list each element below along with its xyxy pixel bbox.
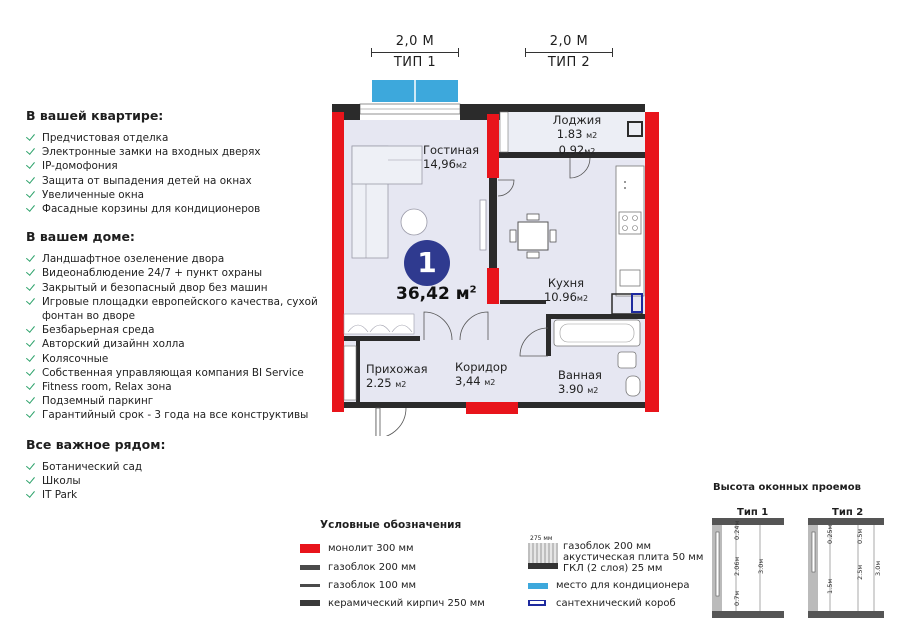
window-type-2-total: 3.0м [874,560,882,576]
legend-swatch-gasblock-200 [300,565,320,570]
feature-item [26,460,326,474]
washbasin-icon [618,352,636,368]
legend-swatch-monolith [300,544,320,553]
room-kitchen-name: Кухня [547,276,585,290]
legend-label-gasblock-100: газоблок 100 мм [328,580,417,591]
feature-item [26,281,326,295]
window-type-1-label: Тип 1 [737,507,769,518]
window-type-1-section [712,518,784,618]
chair-icon [527,252,539,258]
room-hall-name: Прихожая [366,362,428,376]
check-icon [26,282,36,292]
feature-text: Авторский дизайнн холла [42,338,185,351]
feature-item [26,474,326,488]
apartment-features-list [26,131,326,216]
room-loggia-name: Лоджия [552,113,602,127]
check-icon [26,461,36,471]
feature-item [26,352,326,366]
apartment-number-badge: 1 [404,240,450,286]
room-hall [366,362,428,392]
window-type-2-window: 2.5м [856,564,864,580]
check-icon [26,353,36,363]
legend-label-acoustic-wall [563,541,703,574]
feature-item [26,202,326,216]
loggia-top-wall [500,104,645,112]
legend-dim-label: 275 мм [530,535,553,542]
legend-acoustic-line-3: ГКЛ (2 слоя) 25 мм [563,563,663,574]
room-living-name: Гостиная [423,143,480,157]
fridge-dot [624,187,626,189]
feature-text: Ботанический сад [42,460,143,473]
window-type-1-name: ТИП 1 [393,55,437,70]
bottom-wall [344,402,466,408]
feature-item [26,188,326,202]
feature-text: Видеонаблюдение 24/7 + пункт охраны [42,267,263,280]
feature-item [26,131,326,145]
interior-wall [546,314,551,356]
total-area-sup: 2 [469,284,477,296]
legend-swatch-sanitary [528,600,546,606]
check-icon [26,203,36,213]
feature-text: Электронные замки на входных дверях [42,146,261,159]
window-type-1-top: 0.24м [733,520,741,540]
window-type-2-bottom: 1.5м [826,578,834,594]
wardrobe-icon [344,346,356,400]
legend-swatch-acoustic-wall [528,543,558,569]
check-icon [26,189,36,199]
room-hall-area: 2.25 м2 [366,376,407,390]
bottom-wall [518,402,645,408]
nearby-features-title: Все важное рядом: [26,436,166,452]
legend-title: Условные обозначения [320,519,462,531]
room-bath-name: Ванная [558,368,602,382]
monolith-right-wall [645,112,659,412]
feature-item [26,366,326,380]
window-type-1-window: 2.06м [733,556,741,576]
feature-text: Подземный паркинг [42,395,154,408]
feature-text: Защита от выпадения детей на окнах [42,174,252,187]
loggia-window [500,112,508,152]
tv-icon [480,200,486,250]
fridge-dot [624,181,626,183]
stove-icon [619,212,641,234]
bathtub-inner [560,324,634,342]
feature-text: Предчистовая отделка [42,132,169,144]
room-loggia-area1: 1.83 м2 [556,127,598,141]
room-loggia-area2: 0.92м2 [558,143,596,157]
window-type-2-name: ТИП 2 [547,55,591,70]
room-living [423,143,479,173]
features-panel [26,108,326,515]
window-heights-title: Высота оконных проемов [713,482,861,493]
window-type-2-label: Тип 2 [832,507,864,518]
window-type-1-header [368,34,462,71]
floor-slab [808,611,884,618]
monolith-center-wall [487,114,499,178]
feature-text: Безбарьерная среда [42,324,155,337]
window-type-1-width: 2,0 М [395,34,435,49]
legend-label-brick: керамический кирпич 250 мм [328,598,485,609]
check-icon [26,381,36,391]
chair-icon [510,230,516,242]
monolith-center-wall [487,268,499,304]
legend-swatch-gasblock-100 [300,584,320,587]
total-area-value: 36,42 м [396,284,470,304]
feature-item [26,408,326,422]
legend-label-sanitary: сантехнический короб [556,598,676,609]
feature-item [26,145,326,159]
chair-icon [550,230,556,242]
feature-item [26,488,326,502]
legend-acoustic-line-1: газоблок 200 мм [563,541,652,552]
window-type-1-bottom: 0.7м [733,590,741,606]
check-icon [26,489,36,499]
house-features-title: В вашем доме: [26,229,135,245]
window-frame [812,532,815,572]
feature-text: Увеличенные окна [42,188,145,201]
check-icon [26,409,36,419]
apartment-features [26,108,326,216]
interior-wall [344,336,420,341]
room-living-area: 14,96м2 [423,157,468,171]
toilet-icon [626,376,640,396]
check-icon [26,175,36,185]
ceiling-slab [808,518,884,525]
check-icon [26,146,36,156]
house-features-list [26,252,326,422]
feature-text: Гарантийный срок - 3 года на все конструктивы [42,409,309,422]
feature-item [26,295,326,323]
apartment-features-title: В вашей квартире: [26,108,164,123]
feature-item [26,174,326,188]
bench-icon [344,314,414,334]
dimension-line [371,52,459,53]
feature-text: Ландшафтное озеленение двора [42,253,225,266]
window-type-1-total: 3.0м [757,558,765,574]
feature-text: Школы [42,474,81,487]
check-icon [26,367,36,377]
total-area [396,284,477,304]
feature-item [26,394,326,408]
window-type-2-side: 0.5м [856,528,864,544]
feature-item [26,380,326,394]
window-type-2-top: 0.25м [826,524,834,544]
check-icon [26,395,36,405]
ceiling-slab [712,518,784,525]
window-type-2-section [808,518,884,618]
sofa-icon [352,146,422,184]
check-icon [26,324,36,334]
feature-item [26,266,326,280]
room-corridor-name: Коридор [455,360,508,374]
dimension-line [525,52,613,53]
legend-swatch-ac [528,583,548,589]
room-corridor [455,360,507,390]
feature-item [26,337,326,351]
room-bath-area: 3.90 м2 [558,382,599,396]
feature-item [26,159,326,173]
check-icon [26,160,36,170]
feature-text: Закрытый и безопасный двор без машин [42,281,268,294]
floor-slab [712,611,784,618]
check-icon [26,475,36,485]
legend-label-gasblock-200: газоблок 200 мм [328,562,417,573]
check-icon [26,132,36,142]
chair-icon [527,214,539,220]
feature-text: IP-домофония [42,160,118,173]
interior-wall [356,341,360,403]
nearby-features [26,437,326,503]
check-icon [26,296,36,306]
feature-text: Игровые площадки европейского качества, сухой фонтан во дворе [42,295,318,323]
feature-text: Колясочные [42,352,109,365]
wall [489,178,497,268]
room-bath [558,368,602,398]
sink-icon [620,270,640,286]
window-type-2-width: 2,0 М [549,34,589,49]
feature-text: IT Park [42,489,78,502]
check-icon [26,253,36,263]
feature-item [26,252,326,266]
feature-text: Fitness room, Relax зона [42,381,172,394]
window-type-2-header [522,34,616,71]
legend-label-ac: место для кондиционера [556,580,690,591]
room-corridor-area: 3,44 м2 [455,374,496,388]
check-icon [26,338,36,348]
nearby-features-list [26,460,326,503]
room-kitchen [535,276,597,306]
feature-text: Собственная управляющая компания BI Service [42,366,304,379]
entrance-door-arc [376,408,406,436]
check-icon [26,267,36,277]
legend-acoustic-line-2: акустическая плита 50 мм [563,552,704,563]
legend-label-monolith: монолит 300 мм [328,543,414,554]
entrance-door [376,408,380,436]
dining-table-icon [518,222,548,250]
room-loggia [542,113,612,159]
legend-swatch-brick [300,600,320,606]
house-features [26,229,326,422]
monolith-bottom-wall [466,402,518,414]
room-kitchen-area: 10.96м2 [543,290,589,304]
window-frame [716,532,719,596]
round-table-icon [401,209,427,235]
feature-text: Фасадные корзины для кондиционеров [42,203,261,216]
feature-item [26,323,326,337]
monolith-left-wall [332,112,344,412]
